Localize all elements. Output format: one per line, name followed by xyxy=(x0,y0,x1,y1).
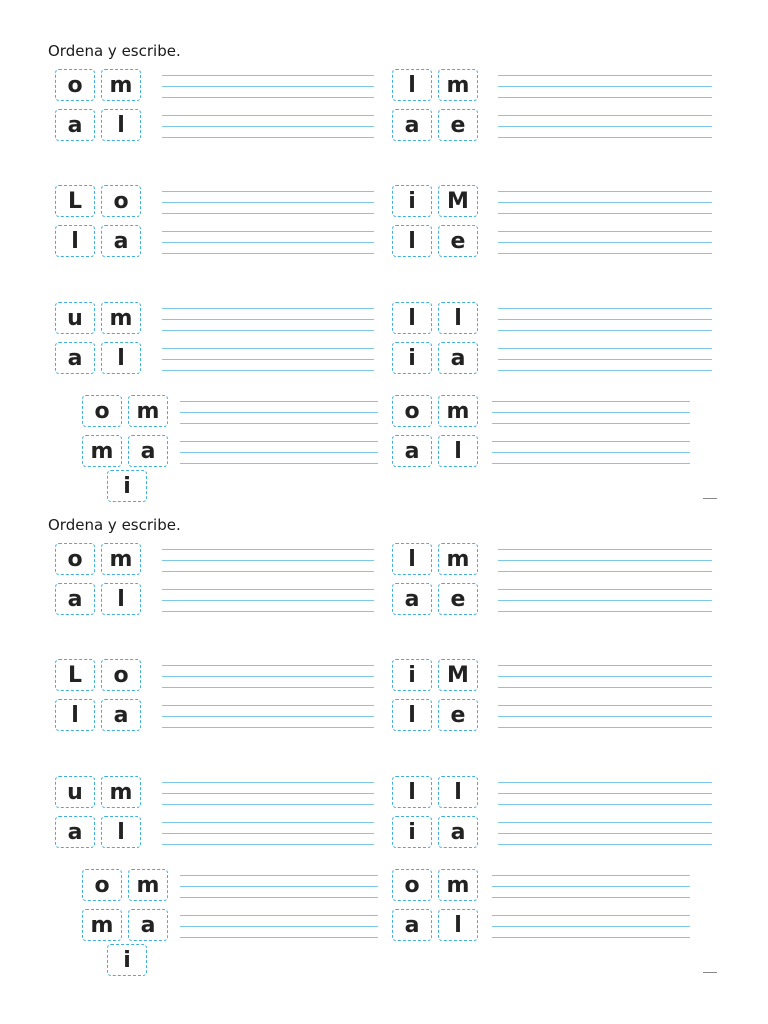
letter-tile: a xyxy=(392,583,432,615)
writing-line[interactable] xyxy=(162,571,374,572)
letter-tile: m xyxy=(128,869,168,901)
writing-line[interactable] xyxy=(498,348,712,349)
writing-line[interactable] xyxy=(492,937,690,938)
letter-tile: i xyxy=(392,659,432,691)
writing-line[interactable] xyxy=(180,915,378,916)
writing-line[interactable] xyxy=(498,370,712,371)
writing-line[interactable] xyxy=(498,191,712,192)
letter-tile: m xyxy=(101,543,141,575)
writing-line[interactable] xyxy=(492,915,690,916)
letter-tile: i xyxy=(107,470,147,502)
writing-line[interactable] xyxy=(162,370,374,371)
writing-line[interactable] xyxy=(180,886,378,887)
letter-tile: i xyxy=(392,816,432,848)
writing-line[interactable] xyxy=(498,727,712,728)
writing-line[interactable] xyxy=(162,319,374,320)
letter-tile: m xyxy=(82,435,122,467)
letter-tile: m xyxy=(101,69,141,101)
letter-tile: L xyxy=(55,659,95,691)
writing-line[interactable] xyxy=(162,611,374,612)
letter-tile: m xyxy=(128,395,168,427)
letter-tile: a xyxy=(438,816,478,848)
letter-tile: a xyxy=(101,699,141,731)
writing-line[interactable] xyxy=(498,716,712,717)
letter-tile: e xyxy=(438,699,478,731)
letter-tile: o xyxy=(82,869,122,901)
writing-line[interactable] xyxy=(498,202,712,203)
writing-line[interactable] xyxy=(162,126,374,127)
writing-line[interactable] xyxy=(180,897,378,898)
letter-tile: l xyxy=(101,583,141,615)
writing-line[interactable] xyxy=(498,126,712,127)
writing-line[interactable] xyxy=(162,97,374,98)
writing-line[interactable] xyxy=(162,330,374,331)
letter-tile: M xyxy=(438,185,478,217)
letter-tile: l xyxy=(101,109,141,141)
writing-line[interactable] xyxy=(492,875,690,876)
letter-tile: l xyxy=(392,225,432,257)
writing-line[interactable] xyxy=(492,897,690,898)
writing-line[interactable] xyxy=(498,549,712,550)
writing-line[interactable] xyxy=(498,687,712,688)
writing-line[interactable] xyxy=(498,319,712,320)
writing-line[interactable] xyxy=(162,833,374,834)
letter-tile: l xyxy=(392,69,432,101)
letter-tile: a xyxy=(55,109,95,141)
writing-line[interactable] xyxy=(498,330,712,331)
writing-line[interactable] xyxy=(162,727,374,728)
letter-tile: l xyxy=(438,302,478,334)
writing-line[interactable] xyxy=(162,782,374,783)
letter-tile: o xyxy=(101,185,141,217)
writing-line[interactable] xyxy=(162,705,374,706)
writing-line[interactable] xyxy=(498,793,712,794)
writing-line[interactable] xyxy=(498,833,712,834)
letter-tile: o xyxy=(392,395,432,427)
letter-tile: e xyxy=(438,109,478,141)
letter-tile: a xyxy=(101,225,141,257)
writing-line[interactable] xyxy=(180,423,378,424)
writing-line[interactable] xyxy=(498,213,712,214)
letter-tile: l xyxy=(55,225,95,257)
letter-tile: e xyxy=(438,583,478,615)
letter-tile: a xyxy=(55,583,95,615)
letter-tile: o xyxy=(82,395,122,427)
writing-line[interactable] xyxy=(498,571,712,572)
writing-line[interactable] xyxy=(498,137,712,138)
writing-line[interactable] xyxy=(492,926,690,927)
writing-line[interactable] xyxy=(492,412,690,413)
letter-tile: i xyxy=(392,185,432,217)
letter-tile: a xyxy=(55,342,95,374)
letter-tile: l xyxy=(392,776,432,808)
writing-line[interactable] xyxy=(498,115,712,116)
letter-tile: l xyxy=(392,302,432,334)
writing-line[interactable] xyxy=(498,86,712,87)
writing-line[interactable] xyxy=(162,202,374,203)
writing-line[interactable] xyxy=(498,804,712,805)
writing-line[interactable] xyxy=(180,401,378,402)
letter-tile: m xyxy=(438,869,478,901)
letter-tile: a xyxy=(55,816,95,848)
letter-tile: l xyxy=(392,699,432,731)
letter-tile: l xyxy=(438,435,478,467)
writing-line[interactable] xyxy=(498,822,712,823)
letter-tile: a xyxy=(392,909,432,941)
letter-tile: a xyxy=(392,435,432,467)
letter-tile: m xyxy=(82,909,122,941)
writing-line[interactable] xyxy=(162,822,374,823)
letter-tile: o xyxy=(101,659,141,691)
writing-line[interactable] xyxy=(162,191,374,192)
writing-line[interactable] xyxy=(492,452,690,453)
instruction-title: Ordena y escribe. xyxy=(48,42,181,60)
writing-line[interactable] xyxy=(498,359,712,360)
writing-line[interactable] xyxy=(162,359,374,360)
writing-line[interactable] xyxy=(162,115,374,116)
writing-line[interactable] xyxy=(162,716,374,717)
letter-tile: l xyxy=(392,543,432,575)
writing-line[interactable] xyxy=(162,793,374,794)
writing-line[interactable] xyxy=(498,253,712,254)
writing-line[interactable] xyxy=(162,86,374,87)
writing-line[interactable] xyxy=(498,231,712,232)
writing-line[interactable] xyxy=(162,308,374,309)
writing-line[interactable] xyxy=(492,401,690,402)
letter-tile: a xyxy=(128,909,168,941)
letter-tile: m xyxy=(438,69,478,101)
letter-tile: l xyxy=(438,776,478,808)
writing-line[interactable] xyxy=(498,665,712,666)
letter-tile: l xyxy=(101,342,141,374)
writing-line[interactable] xyxy=(498,705,712,706)
writing-line[interactable] xyxy=(162,844,374,845)
writing-line[interactable] xyxy=(180,463,378,464)
letter-tile: l xyxy=(438,909,478,941)
letter-tile: m xyxy=(101,302,141,334)
letter-tile: M xyxy=(438,659,478,691)
letter-tile: a xyxy=(392,109,432,141)
writing-line[interactable] xyxy=(180,937,378,938)
writing-line[interactable] xyxy=(492,423,690,424)
letter-tile: o xyxy=(392,869,432,901)
writing-line[interactable] xyxy=(180,875,378,876)
writing-line[interactable] xyxy=(162,242,374,243)
writing-line[interactable] xyxy=(162,213,374,214)
letter-tile: o xyxy=(55,543,95,575)
writing-line[interactable] xyxy=(162,665,374,666)
writing-line[interactable] xyxy=(162,549,374,550)
writing-line[interactable] xyxy=(498,75,712,76)
letter-tile: i xyxy=(392,342,432,374)
writing-line[interactable] xyxy=(180,441,378,442)
writing-line[interactable] xyxy=(498,600,712,601)
writing-line[interactable] xyxy=(498,308,712,309)
writing-line[interactable] xyxy=(162,804,374,805)
writing-line[interactable] xyxy=(162,75,374,76)
letter-tile: u xyxy=(55,776,95,808)
writing-line[interactable] xyxy=(180,926,378,927)
writing-line[interactable] xyxy=(180,412,378,413)
letter-tile: m xyxy=(438,395,478,427)
writing-line[interactable] xyxy=(498,676,712,677)
writing-line[interactable] xyxy=(162,560,374,561)
instruction-title: Ordena y escribe. xyxy=(48,516,181,534)
letter-tile: o xyxy=(55,69,95,101)
writing-line[interactable] xyxy=(498,589,712,590)
writing-line[interactable] xyxy=(162,676,374,677)
letter-tile: a xyxy=(438,342,478,374)
letter-tile: a xyxy=(128,435,168,467)
letter-tile: l xyxy=(101,816,141,848)
letter-tile: i xyxy=(107,944,147,976)
writing-line[interactable] xyxy=(492,441,690,442)
writing-line[interactable] xyxy=(162,137,374,138)
letter-tile: m xyxy=(101,776,141,808)
writing-line[interactable] xyxy=(498,611,712,612)
writing-line[interactable] xyxy=(492,463,690,464)
writing-line[interactable] xyxy=(180,452,378,453)
page-corner-mark xyxy=(703,498,717,499)
letter-tile: L xyxy=(55,185,95,217)
writing-line[interactable] xyxy=(162,600,374,601)
writing-line[interactable] xyxy=(498,844,712,845)
letter-tile: l xyxy=(55,699,95,731)
letter-tile: e xyxy=(438,225,478,257)
writing-line[interactable] xyxy=(498,782,712,783)
letter-tile: m xyxy=(438,543,478,575)
letter-tile: u xyxy=(55,302,95,334)
writing-line[interactable] xyxy=(162,687,374,688)
writing-line[interactable] xyxy=(162,231,374,232)
writing-line[interactable] xyxy=(162,253,374,254)
writing-line[interactable] xyxy=(498,97,712,98)
page-corner-mark xyxy=(703,972,717,973)
writing-line[interactable] xyxy=(492,886,690,887)
writing-line[interactable] xyxy=(162,589,374,590)
writing-line[interactable] xyxy=(162,348,374,349)
writing-line[interactable] xyxy=(498,560,712,561)
writing-line[interactable] xyxy=(498,242,712,243)
